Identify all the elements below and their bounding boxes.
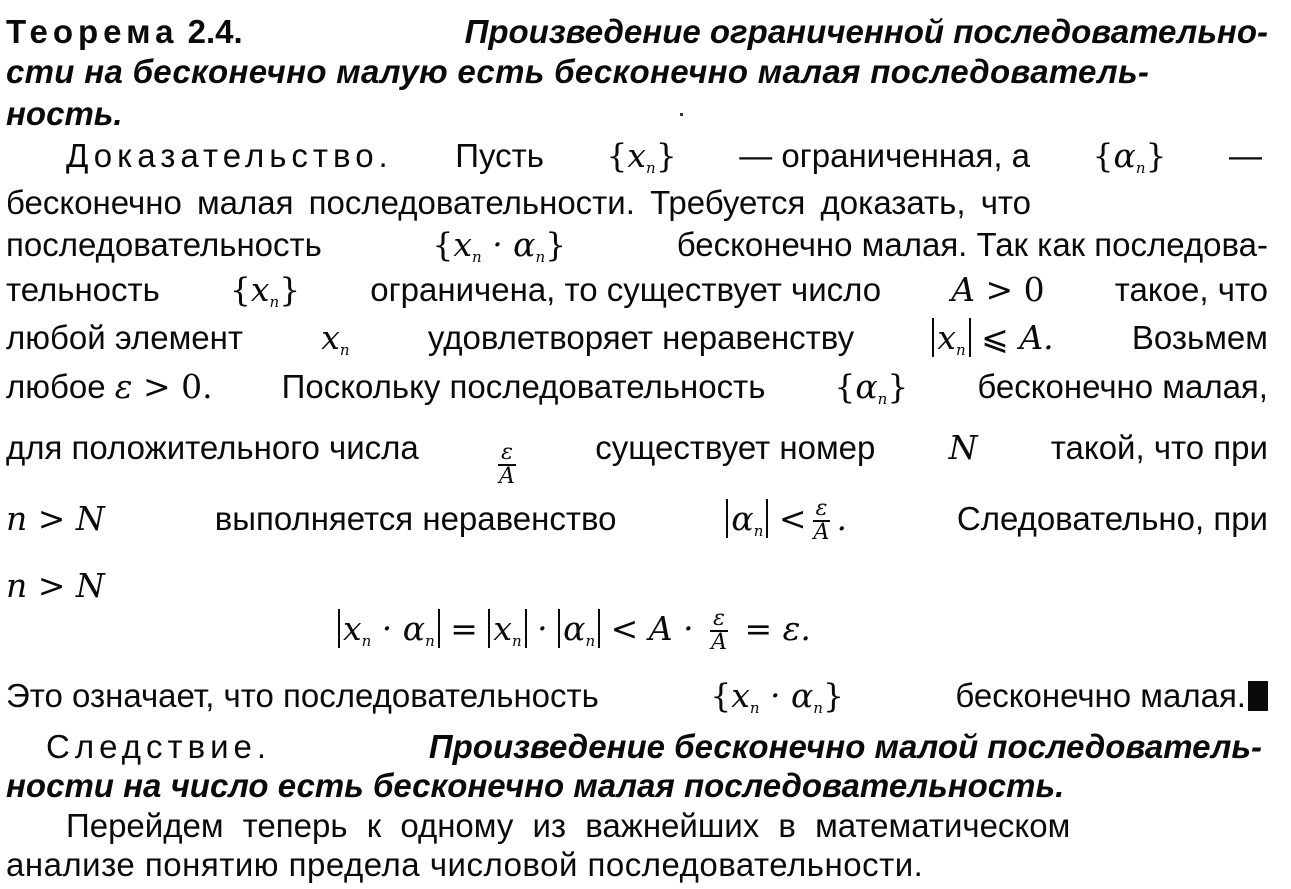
proof-text: такой, что при: [1050, 429, 1268, 466]
display-equation: $x_n \cdot \alpha_n = x_n \cdot \alpha_n < A$ · $\frac{\varepsilon}{A}$ = ε.: [338, 608, 958, 662]
proof-text: бесконечно малая.: [955, 677, 1246, 714]
theorem-label: Теорема: [6, 13, 179, 50]
proof-text: — ограниченная, а: [739, 137, 1031, 174]
math-bound-ineq: $x_n$ ⩽ A.: [932, 318, 1053, 370]
corollary-line-1: [46, 727, 1262, 767]
math-seq-alpha: $\{\alpha_n\}$: [1092, 136, 1167, 177]
math-alpha-ineq: $\alpha_n$ < $\frac{\varepsilon}{A}$ .: [726, 498, 847, 551]
math-seq-product: $\{x_n \cdot \alpha_n\}$: [710, 676, 844, 717]
proof-text: ограничена, то существует число: [370, 271, 882, 308]
print-speck: [680, 113, 683, 116]
math-seq-x: $\{x_n\}$: [606, 136, 677, 177]
proof-line-8: [6, 498, 1268, 551]
proof-line-2: бесконечно малая последовательности. Требуется доказать, что: [6, 184, 1031, 221]
proof-text: удовлетворяет неравенству: [427, 319, 855, 356]
closing-line-2: анализе понятию предела числовой последовательности.: [6, 846, 924, 883]
proof-text: тельность: [6, 271, 160, 308]
proof-conclusion: [6, 676, 1268, 728]
proof-line-6: [6, 367, 1268, 419]
qed-square-icon: [1248, 681, 1268, 711]
math-n-gt-n: n > N: [6, 499, 105, 538]
proof-text: бесконечно малая. Так как последова-: [676, 226, 1268, 263]
proof-text: любое: [6, 368, 106, 405]
proof-text: Поскольку последовательность: [281, 368, 766, 405]
math-n-number: N: [948, 428, 978, 467]
math-n-gt-n: n > N: [6, 566, 105, 605]
theorem-text-1: Произведение ограниченной последовательно-: [464, 13, 1268, 50]
corollary-text-1: Произведение бесконечно малой последователь-: [428, 728, 1262, 765]
math-a-positive: A > 0: [951, 270, 1045, 309]
proof-text: Возьмем: [1131, 319, 1268, 356]
math-seq-alpha: $\{\alpha_n\}$: [834, 367, 909, 408]
math-seq-product: $\{x_n \cdot \alpha_n\}$: [432, 225, 567, 266]
proof-line-7: [6, 428, 1268, 489]
closing-line-1: Перейдем теперь к одному из важнейших в математическом: [66, 807, 1071, 844]
corollary-text-2: ности на число есть бесконечно малая последовательность.: [6, 767, 1065, 804]
fraction-eps-over-a: $\frac{\varepsilon}{A}$: [499, 440, 515, 489]
theorem-number: 2.4.: [187, 13, 243, 50]
math-seq-x: $\{x_n\}$: [229, 270, 301, 311]
math-xn: $x_n$: [321, 318, 350, 359]
proof-label: Доказательство.: [66, 137, 393, 174]
proof-text: любой элемент: [6, 319, 243, 356]
proof-text: выполняется неравенство: [214, 500, 617, 537]
proof-line-1: [66, 136, 1262, 188]
proof-line-5: [6, 318, 1268, 370]
theorem-text-2: сти на бесконечно малую есть бесконечно малая последователь-: [6, 53, 1150, 90]
proof-text: такое, что: [1114, 271, 1268, 308]
proof-text: Следовательно, при: [956, 500, 1268, 537]
proof-text: существует номер: [595, 429, 876, 466]
theorem-text-3: ность.: [6, 95, 123, 132]
proof-text: последовательность: [6, 226, 322, 263]
proof-text: Это означает, что последовательность: [6, 677, 599, 714]
proof-text: —: [1229, 137, 1262, 174]
proof-text: Пусть: [455, 137, 544, 174]
math-eps-positive: ε > 0.: [114, 367, 213, 406]
proof-line-4: [6, 270, 1268, 322]
theorem-line-1: [6, 12, 1268, 52]
corollary-label: Следствие.: [46, 728, 272, 765]
proof-text: для положительного числа: [6, 429, 419, 466]
proof-text: бесконечно малая,: [977, 368, 1268, 405]
